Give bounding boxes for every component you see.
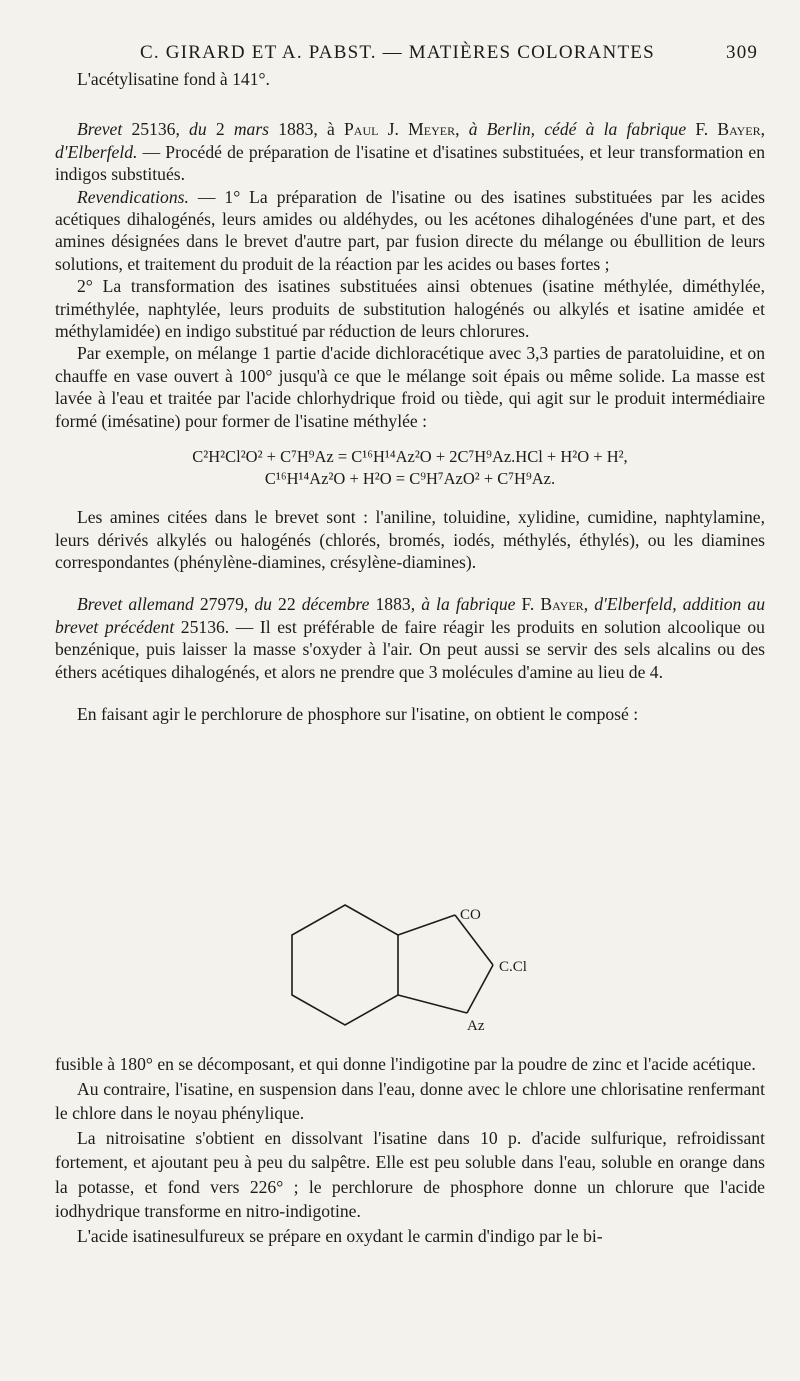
separator: , [760, 119, 766, 140]
paragraph-isatinesulfureux: L'acide isatinesulfureux se prépare en oxydant le carmin d'indigo par le bi- [77, 1225, 603, 1246]
patent-number: 27979, [193, 594, 255, 615]
company-initial: F. [686, 119, 718, 140]
text-column-lower [55, 1052, 765, 1248]
date-year: 1883, à [269, 119, 345, 140]
assignee-text: à Berlin, cédé à la fabrique [468, 119, 687, 140]
benzene-ring [292, 905, 398, 1025]
addition-body: 25136. — Il est préférable de faire réagir les produits en solution alcoolique ou benzénique, puis laisser la masse s'oxyder à l'air. On peut aussi se servir des sels alcalins ou des éthers acétiques dihalogénés, et alors ne prendre que 3 molécules d'amine au lieu de 4. [55, 616, 765, 682]
paragraph-revendications [55, 186, 765, 276]
text-column [55, 68, 765, 725]
running-title: C. GIRARD ET A. PABST. — MATIÈRES COLORANTES [140, 42, 655, 63]
date-month: décembre [301, 594, 370, 615]
label-ccl: C.Cl [499, 959, 527, 975]
label-co: CO [460, 907, 481, 923]
brevet-label: Brevet allemand [77, 594, 194, 615]
date-month: mars [233, 119, 270, 140]
addition-text: d'Elberfeld, addition au brevet précédent [55, 594, 766, 637]
paragraph-perchlorure: En faisant agir le perchlorure de phosphore sur l'isatine, on obtient le composé : [77, 703, 639, 724]
separator: , [583, 594, 595, 615]
paragraph-fusible: fusible à 180° en se décomposant, et qui donne l'indigotine par la poudre de zinc et l'acide acétique. [55, 1054, 756, 1074]
date-day: 22 [271, 594, 302, 615]
label-az: Az [467, 1018, 485, 1034]
equation-line-2: C¹⁶H¹⁴Az²O + H²O = C⁹H⁷AzO² + C⁷H⁹Az. [264, 469, 556, 489]
chemical-structure [255, 885, 555, 1045]
brevet-label: Brevet [77, 119, 123, 140]
isatin-chloride-structure [255, 885, 555, 1045]
date-prefix: du [189, 119, 207, 140]
company-city: d'Elberfeld. [55, 141, 138, 162]
author-surname: Meyer [408, 119, 456, 140]
author-initial: J. [378, 119, 409, 140]
assignee-text: à la fabrique [421, 594, 516, 615]
paragraph-example: Par exemple, on mélange 1 partie d'acide dichloracétique avec 3,3 parties de paratoluidine, et on chauffe en vase ouvert à 100° jusqu'à ce que le mélange soit épais ou même solide. La masse est lavée à l'eau et traitée par l'acide chlorhydrique froid ou tiède, qui agit sur le produit intermédiaire formé (imésatine) pour former de l'isatine méthylée : [55, 343, 765, 431]
revendications-text: — 1° La préparation de l'isatine ou des isatines substituées par les acides acétiques dihalogénés, leurs amides ou aldéhydes, ou les acétones dihalogénées d'une part, et des amines désignées dans le brevet d'autre part, par fusion directe du mélange ou ébullition de leurs solutions, et traitement du produit de la réaction par les acides ou bases fortes ; [55, 186, 765, 274]
paragraph-brevet-25136 [55, 118, 765, 185]
bond-ring-close [398, 995, 467, 1013]
paragraph-amines: Les amines citées dans le brevet sont : l'aniline, toluidine, xylidine, cumidine, naphtylamine, leurs dérivés alkylés ou halogénés (chlorés, bromés, iodés, méthylés, éthylés), ou les diamines correspondantes (phénylène-diamines, crésylène-diamines). [55, 507, 765, 572]
date-year: 1883, [369, 594, 422, 615]
company-name: Bayer [717, 119, 761, 140]
paragraph-claim-2: 2° La transformation des isatines substituées ainsi obtenues (isatine méthylée, diméthylée, triméthylée, naphtylée, leurs produits de substitution halogénés ou alkylés et isatine amidée et méthylamidée) en indigo substitué par réduction de leurs chlorures. [55, 276, 765, 342]
separator: , [455, 119, 469, 140]
paragraph-acetylisatine: L'acétylisatine fond à 141°. [77, 69, 270, 89]
paragraph-nitroisatine: La nitroisatine s'obtient en dissolvant l'isatine dans 10 p. d'acide sulfurique, refroidissant fortement, et ajoutant peu à peu du salpêtre. Elle est peu soluble dans l'eau, soluble en orange dans la potasse, et fond vers 226° ; le perchlorure de phosphore donne un chlorure que l'acide iodhydrique transforme en nitro-indigotine. [55, 1127, 765, 1221]
bond-az [467, 965, 493, 1013]
company-name: Bayer [540, 594, 584, 615]
patent-title: — Procédé de préparation de l'isatine et d'isatines substituées, et leur transformation en indigos substitués. [55, 141, 765, 185]
bond-co [398, 915, 455, 935]
date-prefix: du [254, 594, 272, 615]
company-initial: F. [515, 594, 541, 615]
author-firstname: Paul [344, 119, 379, 140]
equation-line-1: C²H²Cl²O² + C⁷H⁹Az = C¹⁶H¹⁴Az²O + 2C⁷H⁹Az.HCl + H²O + H², [192, 447, 628, 467]
revendications-label: Revendications. [77, 186, 189, 207]
date-day: 2 [206, 119, 234, 140]
page-number: 309 [726, 42, 759, 63]
paragraph-brevet-27979 [55, 593, 765, 683]
patent-number: 25136, [122, 119, 190, 140]
paragraph-chlorisatine: Au contraire, l'isatine, en suspension dans l'eau, donne avec le chlore une chlorisatine renfermant le chlore dans le noyau phénylique. [55, 1078, 765, 1123]
reaction-equations [55, 446, 765, 490]
